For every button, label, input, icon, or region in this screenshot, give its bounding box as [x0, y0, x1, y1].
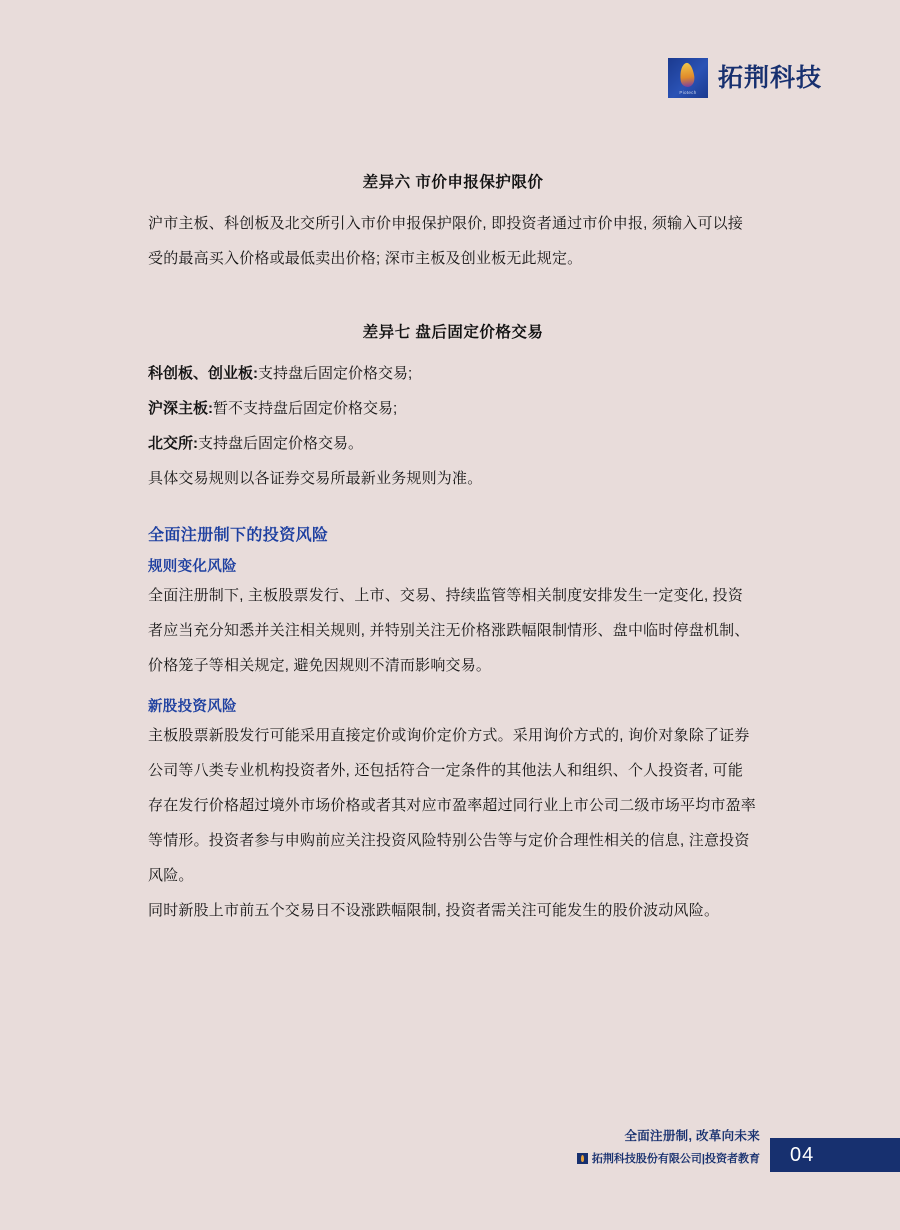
page-number: 04	[790, 1143, 815, 1166]
logo-mark-icon	[668, 58, 708, 98]
item-text: 暂不支持盘后固定价格交易;	[213, 400, 398, 417]
item-text: 支持盘后固定价格交易;	[258, 365, 413, 382]
risk-new-stock-paragraph-1: 主板股票新股发行可能采用直接定价或询价定价方式。采用询价方式的, 询价对象除了证券公司等八类专业机构投资者外, 还包括符合一定条件的其他法人和组织、个人投资者, 可能存在发行价格超过境外市场价格或者其对应市盈率超过同行业上市公司二级市场平均市盈率等情形。投资者参与申购前应关注投资风险特别公告等与定价合理性相关的信息, 注意投资风险。	[148, 727, 757, 884]
brand-logo	[668, 58, 822, 98]
footer-company-text: 拓荆科技股份有限公司|投资者教育	[591, 1153, 760, 1165]
spacer	[148, 276, 758, 320]
spacer	[148, 683, 758, 695]
footer-company	[577, 1150, 760, 1166]
item-label: 沪深主板:	[148, 400, 213, 417]
logo-mark-caption: Piotech	[679, 90, 697, 95]
section-title-1: 差异六 市价申报保护限价	[362, 174, 544, 191]
logo-flame-icon	[678, 62, 695, 88]
risk-subheading-rule-change: 规则变化风险	[148, 559, 237, 575]
risk-rule-change-paragraph: 全面注册制下, 主板股票发行、上市、交易、持续监管等相关制度安排发生一定变化, 投资者应当充分知悉并关注相关规则, 并特别关注无价格涨跌幅限制情形、盘中临时停盘机制、价格笼子等相关规定, 避免因规则不清而影响交易。	[148, 587, 750, 674]
list-item	[148, 356, 758, 391]
item-label: 科创板、创业板:	[148, 365, 258, 382]
risk-subheading-new-stock: 新股投资风险	[148, 699, 237, 715]
logo-text: 拓荆科技	[717, 63, 822, 92]
risk-section-heading: 全面注册制下的投资风险	[148, 527, 329, 544]
section-2-paragraph-1: 具体交易规则以各证券交易所最新业务规则为准。	[148, 470, 483, 487]
section-title-2: 差异七 盘后固定价格交易	[362, 324, 544, 341]
item-label: 北交所:	[148, 435, 198, 452]
section-1-paragraph-1: 沪市主板、科创板及北交所引入市价申报保护限价, 即投资者通过市价申报, 须输入可以接受的最高买入价格或最低卖出价格; 深市主板及创业板无此规定。	[148, 215, 744, 267]
list-item	[148, 391, 758, 426]
footer-slogan: 全面注册制, 改革向未来	[624, 1129, 760, 1143]
spacer	[148, 496, 758, 522]
page-footer	[0, 1129, 900, 1172]
item-text: 支持盘后固定价格交易。	[198, 435, 364, 452]
footer-logo-icon	[577, 1153, 588, 1164]
document-body	[148, 170, 758, 928]
risk-new-stock-paragraph-2: 同时新股上市前五个交易日不设涨跌幅限制, 投资者需关注可能发生的股价波动风险。	[148, 902, 720, 919]
list-item	[148, 426, 758, 461]
